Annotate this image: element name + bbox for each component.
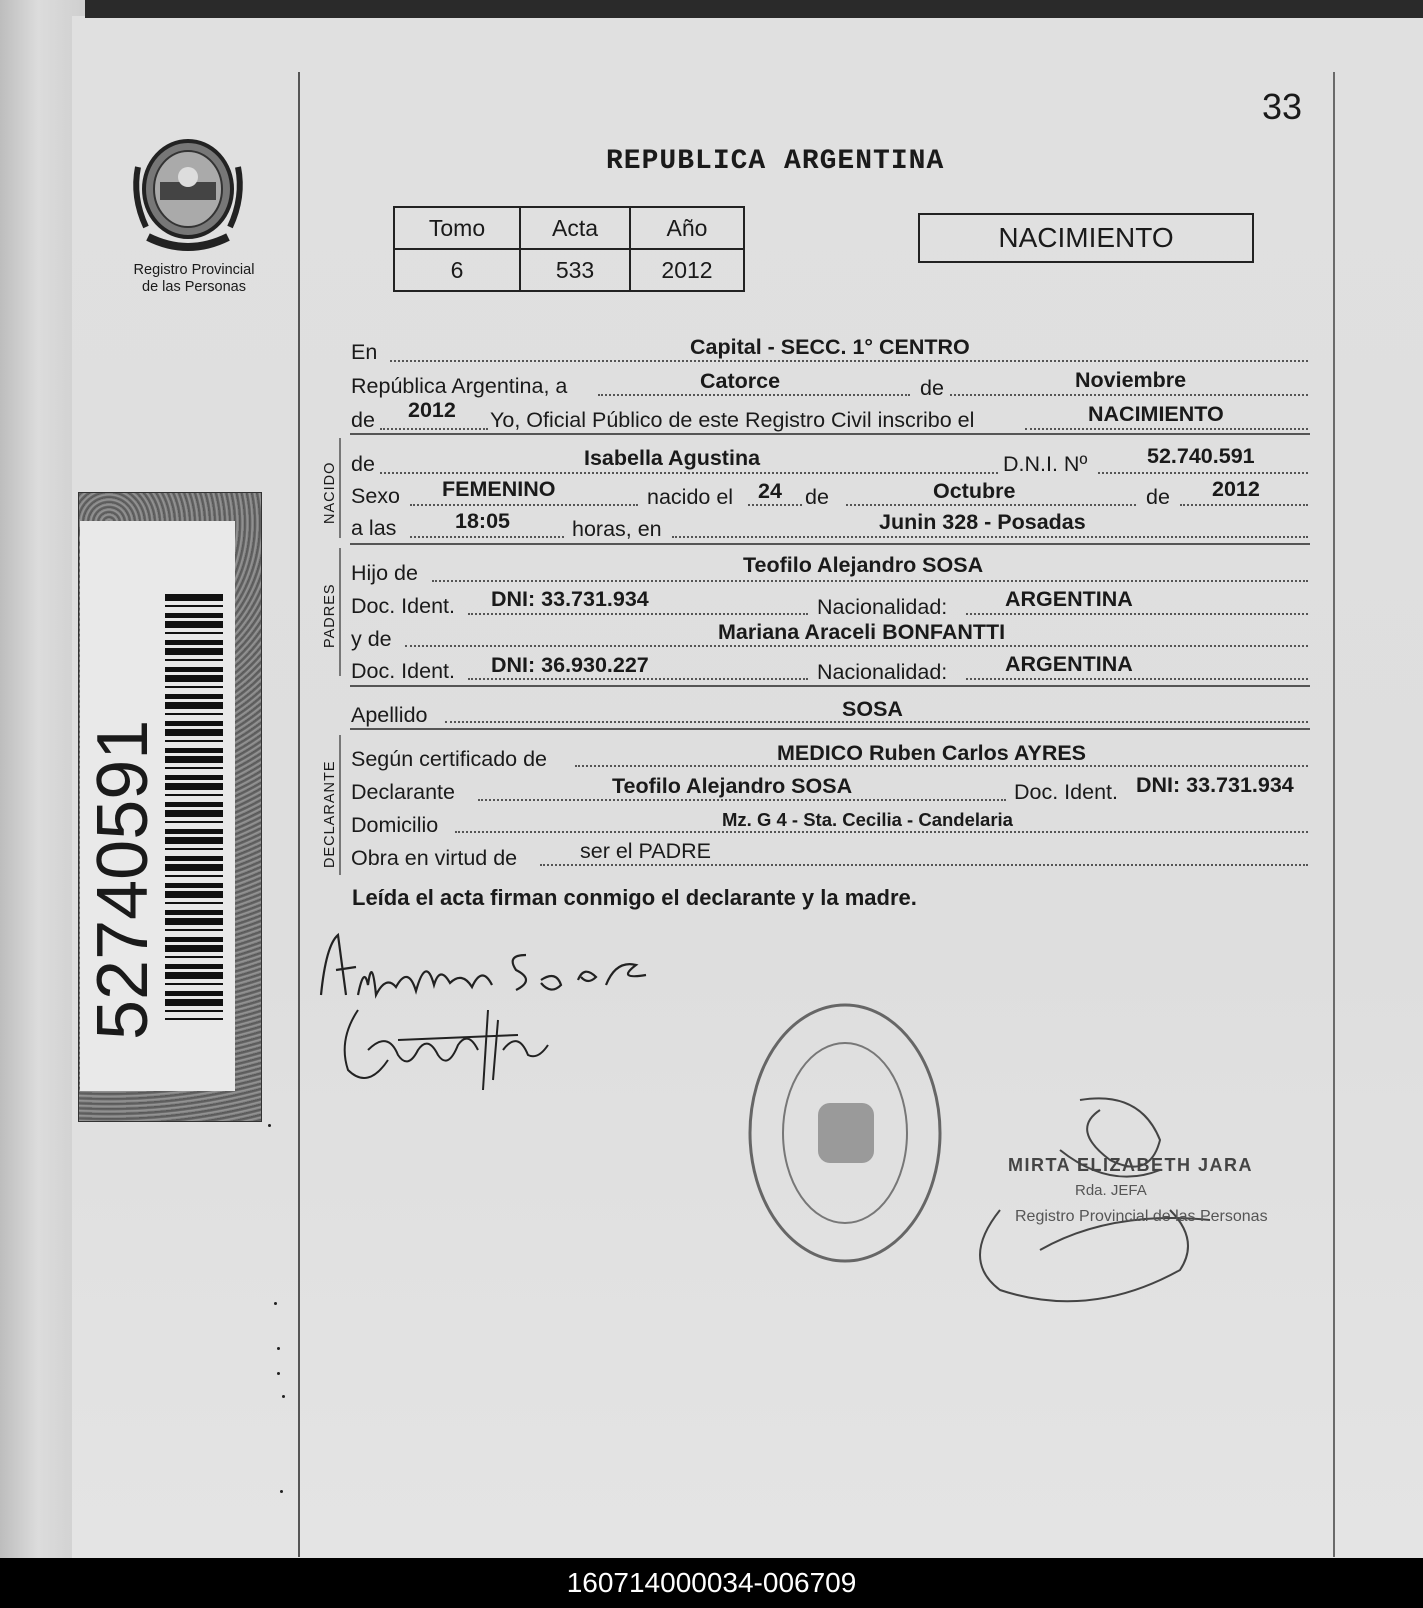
document-title: REPUBLICA ARGENTINA — [606, 146, 945, 177]
section-bar-declarante — [339, 735, 341, 875]
logo-label-line2: de las Personas — [142, 279, 246, 295]
label-republica: República Argentina, a — [351, 374, 568, 398]
label-nac-padre: Nacionalidad: — [817, 595, 948, 619]
section-bar-padres — [339, 548, 341, 676]
dotted-line — [950, 394, 1308, 396]
official-name: MIRTA ELIZABETH JARA — [1008, 1155, 1253, 1175]
dotted-line — [432, 580, 1308, 582]
dotted-line — [410, 536, 564, 538]
closing-text: Leída el acta firman conmigo el declarante y la madre. — [352, 885, 917, 910]
value-segun: MEDICO Ruben Carlos AYRES — [777, 741, 1087, 765]
dotted-line — [380, 428, 488, 430]
section-label-declarante: DECLARANTE — [322, 760, 338, 868]
label-apellido: Apellido — [351, 703, 428, 727]
label-sexo: Sexo — [351, 484, 401, 508]
label-horas-en: horas, en — [572, 517, 662, 541]
value-lugar: Junin 328 - Posadas — [879, 510, 1086, 534]
dotted-line — [1180, 504, 1308, 506]
dotted-line — [410, 504, 638, 506]
logo-label-line1: Registro Provincial — [133, 262, 255, 278]
value-sexo: FEMENINO — [442, 477, 556, 501]
margin-line-left — [298, 72, 300, 1557]
margin-line-right — [1333, 72, 1335, 1557]
label-yde: y de — [351, 627, 392, 651]
binding-dot — [282, 1395, 285, 1398]
top-shadow — [85, 0, 1423, 18]
section-divider — [350, 543, 1310, 545]
value-nacido-month: Octubre — [933, 479, 1016, 503]
signature-madre — [338, 1000, 558, 1100]
dotted-line — [966, 678, 1308, 680]
dotted-line — [748, 504, 802, 506]
label-de-nombre: de — [351, 452, 375, 476]
provincial-seal-logo — [128, 127, 248, 257]
label-obra: Obra en virtud de — [351, 846, 518, 870]
dotted-line — [390, 360, 1308, 362]
header-acta: Acta — [520, 207, 630, 249]
page-number: 33 — [1262, 86, 1303, 127]
value-domicilio: Mz. G 4 - Sta. Cecilia - Candelaria — [722, 809, 1013, 830]
value-inscribo: NACIMIENTO — [1088, 402, 1224, 426]
value-nacido-day: 24 — [758, 479, 782, 503]
binding-dot — [277, 1347, 280, 1350]
header-tomo: Tomo — [394, 207, 520, 249]
binding-dot — [268, 1124, 271, 1127]
label-doc-padre: Doc. Ident. — [351, 594, 455, 618]
value-day: Catorce — [700, 369, 781, 393]
label-domicilio: Domicilio — [351, 813, 439, 837]
record-type-box: NACIMIENTO — [918, 213, 1254, 263]
binding-dot — [274, 1302, 277, 1305]
value-declarante: Teofilo Alejandro SOSA — [612, 774, 853, 798]
label-de-mes: de — [805, 485, 829, 509]
value-declarante-doc: DNI: 33.731.934 — [1136, 773, 1294, 797]
value-nombre: Isabella Agustina — [584, 446, 761, 470]
barcode — [165, 594, 223, 1020]
dotted-line — [380, 472, 998, 474]
value-year: 2012 — [408, 398, 456, 422]
official-stamp — [745, 998, 945, 1268]
value-nacido-year: 2012 — [1212, 477, 1260, 501]
section-divider — [350, 433, 1310, 435]
value-hora: 18:05 — [455, 509, 510, 533]
label-doc-madre: Doc. Ident. — [351, 659, 455, 683]
label-de-year: de — [351, 408, 375, 432]
footer-code: 160714000034-006709 — [0, 1558, 1423, 1608]
dotted-line — [1098, 472, 1308, 474]
dotted-line — [478, 799, 1006, 801]
label-segun: Según certificado de — [351, 747, 548, 771]
value-obra: ser el PADRE — [580, 839, 712, 863]
section-label-nacido: NACIDO — [322, 461, 338, 524]
label-nacido: nacido el — [647, 485, 734, 509]
dotted-line — [846, 504, 1136, 506]
label-en: En — [351, 340, 378, 364]
label-de: de — [920, 376, 944, 400]
dotted-line — [672, 536, 1308, 538]
value-apellido: SOSA — [842, 697, 903, 721]
value-acta: 533 — [520, 249, 630, 291]
dotted-line — [455, 831, 1308, 833]
value-padre-doc: DNI: 33.731.934 — [491, 587, 649, 611]
label-hijo: Hijo de — [351, 561, 418, 585]
value-madre-nac: ARGENTINA — [1005, 652, 1133, 676]
label-de-ano: de — [1146, 485, 1170, 509]
section-divider — [350, 728, 1310, 730]
dotted-line — [598, 394, 910, 396]
section-divider — [350, 685, 1310, 687]
label-declarante: Declarante — [351, 780, 455, 804]
binding-dot — [277, 1372, 280, 1375]
value-en: Capital - SECC. 1° CENTRO — [690, 335, 970, 359]
header-ano: Año — [630, 207, 744, 249]
official-title: Rda. JEFA — [1075, 1182, 1147, 1199]
label-alas: a las — [351, 516, 397, 540]
label-dni: D.N.I. Nº — [1003, 452, 1088, 476]
label-nac-madre: Nacionalidad: — [817, 660, 948, 684]
value-padre-nac: ARGENTINA — [1005, 587, 1133, 611]
section-label-padres: PADRES — [322, 583, 338, 648]
value-month: Noviembre — [1075, 368, 1187, 392]
logo-label — [120, 262, 268, 296]
dotted-line — [966, 613, 1308, 615]
label-inscribo: Yo, Oficial Público de este Registro Civil inscribo el — [490, 408, 975, 432]
record-table — [393, 206, 745, 292]
label-doc-declarante: Doc. Ident. — [1014, 780, 1118, 804]
dotted-line — [468, 678, 808, 680]
value-tomo: 6 — [394, 249, 520, 291]
dotted-line — [540, 864, 1308, 866]
value-madre-doc: DNI: 36.930.227 — [491, 653, 649, 677]
official-org: Registro Provincial de las Personas — [1015, 1208, 1268, 1225]
dotted-line — [405, 645, 1308, 647]
value-padre: Teofilo Alejandro SOSA — [743, 553, 984, 577]
value-ano: 2012 — [630, 249, 744, 291]
binding-dot — [280, 1490, 283, 1493]
dotted-line — [1025, 428, 1308, 430]
value-dni: 52.740.591 — [1147, 444, 1255, 468]
dotted-line — [468, 613, 808, 615]
signature-official — [960, 1090, 1240, 1310]
section-bar-nacido — [339, 438, 341, 538]
barcode-number: 52740591 — [83, 719, 163, 1040]
value-madre: Mariana Araceli BONFANTTI — [718, 620, 1006, 644]
